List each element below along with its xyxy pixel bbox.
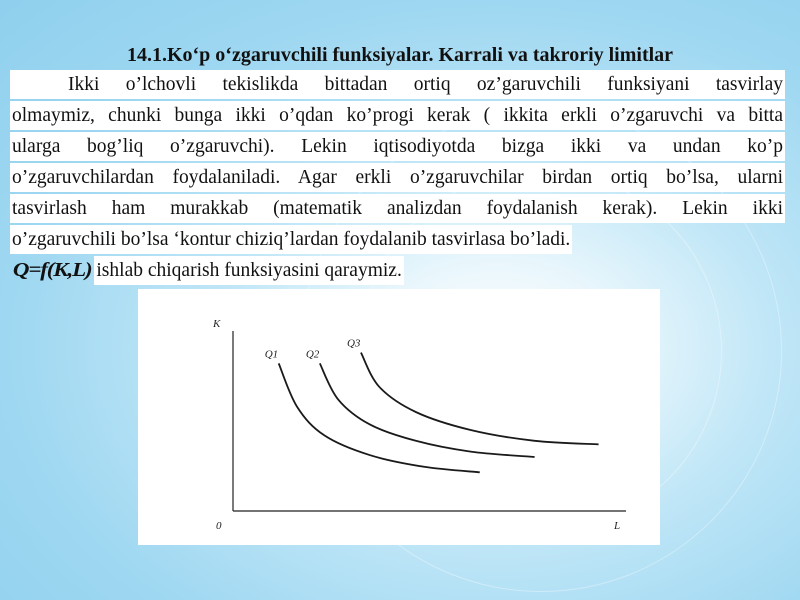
paragraph-line: o’zgaruvchili bo’lsa ‘kontur chiziq’lardan foydalanib tasvirlasa bo’ladi. <box>10 225 572 254</box>
series-label-q2: Q2 <box>305 348 320 361</box>
paragraph-line: olmaymiz, chunki bunga ikki o’qdan ko’progi kerak ( ikkita erkli o’zgaruvchi va bitta <box>10 101 785 130</box>
isoquant-chart-svg <box>138 289 660 545</box>
isoquant-chart <box>138 289 660 545</box>
x-axis-label: L <box>614 520 621 532</box>
body-paragraph <box>10 70 785 287</box>
production-formula: Q=f(K,L) <box>12 259 92 281</box>
paragraph-line: tasvirlash ham murakkab (matematik analizdan foydalanish kerak). Lekin ikki <box>10 194 785 223</box>
isoquant-curve-q3 <box>361 353 599 445</box>
series-label-q3: Q3 <box>346 337 361 350</box>
page-title: 14.1.Ko‘p o‘zgaruvchili funksiyalar. Karrali va takroriy limitlar <box>126 44 674 66</box>
paragraph-line: Ikki o’lchovli tekislikda bittadan ortiq oz’garuvchili funksiyani tasvirlay <box>10 70 785 99</box>
formula-line <box>10 256 785 285</box>
paragraph-line: ularga bog’liq o’zgaruvchi). Lekin iqtisodiyotda bizga ikki va undan ko’p <box>10 132 785 161</box>
isoquant-curve-q1 <box>279 363 480 472</box>
y-axis-label: K <box>213 318 221 330</box>
paragraph-line: o’zgaruvchilardan foydalaniladi. Agar erkli o’zgaruvchilar birdan ortiq bo’lsa, ularni <box>10 163 785 192</box>
isoquant-curve-q2 <box>320 363 535 457</box>
formula-description: ishlab chiqarish funksiyasini qaraymiz. <box>94 256 403 285</box>
origin-label: 0 <box>216 520 222 532</box>
series-label-q1: Q1 <box>264 348 279 361</box>
